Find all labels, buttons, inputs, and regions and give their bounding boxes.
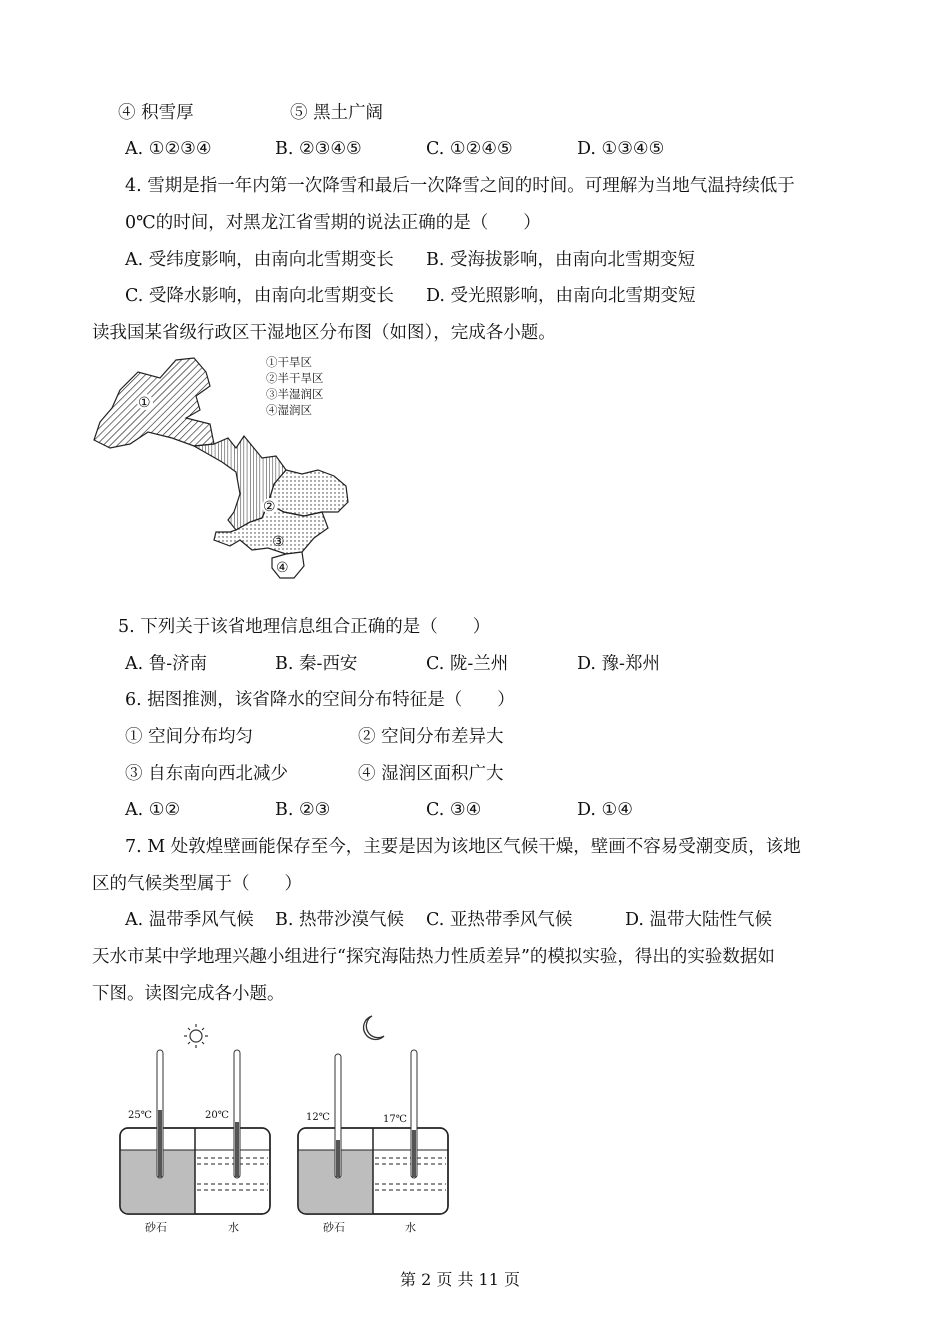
experiment-figure [110,1010,460,1240]
q4-option-a: A. 受纬度影响，由南向北雪期变长 [125,250,394,270]
q6-item-3: ③ 自东南向西北减少 [125,764,289,784]
map-label-4: ④ [276,560,289,576]
q4-stem-line1: 4. 雪期是指一年内第一次降雪和最后一次降雪之间的时间。可理解为当地气温持续低于 [125,176,795,196]
map-legend-arid: ①干旱区 [266,355,312,369]
sun-icon [184,1024,208,1048]
q5-option-c: C. 陇-兰州 [426,654,509,674]
night-water-label: 水 [405,1221,416,1234]
day-sand-temp: 25℃ [128,1110,152,1121]
q6-option-b: B. ②③ [275,800,331,820]
map-label-1: ① [138,395,151,411]
q3-item-5: ⑤ 黑土广阔 [290,103,384,123]
map-label-3: ③ [272,534,285,550]
q3-item-4: ④ 积雪厚 [118,103,194,123]
experiment-svg [110,1010,460,1240]
day-sand-label: 砂石 [145,1221,167,1234]
q6-item-1: ① 空间分布均匀 [125,727,254,747]
day-container [120,1050,270,1214]
day-water-label: 水 [228,1221,239,1234]
q6-option-d: D. ①④ [577,800,633,820]
q5-option-b: B. 秦-西安 [275,654,358,674]
night-water-temp: 17℃ [383,1114,407,1125]
day-water-temp: 20℃ [205,1110,229,1121]
dry-wet-region-map [90,352,380,584]
q6-option-a: A. ①② [125,800,181,820]
page-footer: 第 2 页 共 11 页 [400,1270,520,1289]
region-3-east [268,470,348,516]
q5-option-d: D. 豫-郑州 [577,654,660,674]
map-legend-semiarid: ②半干旱区 [266,371,324,385]
q5-stem: 5. 下列关于该省地理信息组合正确的是（ ） [118,617,491,637]
map-label-2: ② [263,499,276,515]
q7-stem-line2: 区的气候类型属于（ ） [92,874,302,894]
q6-item-2: ② 空间分布差异大 [358,727,504,747]
region-1-arid [94,358,214,448]
q7-option-d: D. 温带大陆性气候 [625,910,773,930]
q3-option-c: C. ①②④⑤ [426,139,513,159]
q4-option-d: D. 受光照影响，由南向北雪期变短 [426,286,696,306]
q3-option-a: A. ①②③④ [125,139,212,159]
q6-option-c: C. ③④ [426,800,482,820]
q7-option-c: C. 亚热带季风气候 [426,910,573,930]
province-map-svg [90,352,380,584]
intro-experiment-line2: 下图。读图完成各小题。 [92,984,285,1004]
intro-experiment-line1: 天水市某中学地理兴趣小组进行“探究海陆热力性质差异”的模拟实验，得出的实验数据如 [92,947,775,967]
map-legend-humid: ④湿润区 [266,403,312,417]
q4-stem-line2: 0℃的时间，对黑龙江省雪期的说法正确的是（ ） [125,213,541,233]
map-legend-semihumid: ③半湿润区 [266,387,324,401]
night-sand-temp: 12℃ [306,1112,330,1123]
q3-option-d: D. ①③④⑤ [577,139,665,159]
q7-option-a: A. 温带季风气候 [125,910,254,930]
q3-option-b: B. ②③④⑤ [275,139,362,159]
q7-stem-line1: 7. M 处敦煌壁画能保存至今，主要是因为该地区气候干燥，壁画不容易受潮变质，该地 [125,837,801,857]
q7-option-b: B. 热带沙漠气候 [275,910,404,930]
q6-stem: 6. 据图推测，该省降水的空间分布特征是（ ） [125,690,515,710]
q5-option-a: A. 鲁-济南 [125,654,208,674]
night-container [298,1050,448,1214]
intro-map: 读我国某省级行政区干湿地区分布图（如图），完成各小题。 [92,323,556,343]
q4-option-b: B. 受海拔影响，由南向北雪期变短 [426,250,695,270]
q4-option-c: C. 受降水影响，由南向北雪期变长 [125,286,394,306]
moon-icon [364,1016,384,1039]
q6-item-4: ④ 湿润区面积广大 [358,764,504,784]
night-sand-label: 砂石 [323,1221,345,1234]
